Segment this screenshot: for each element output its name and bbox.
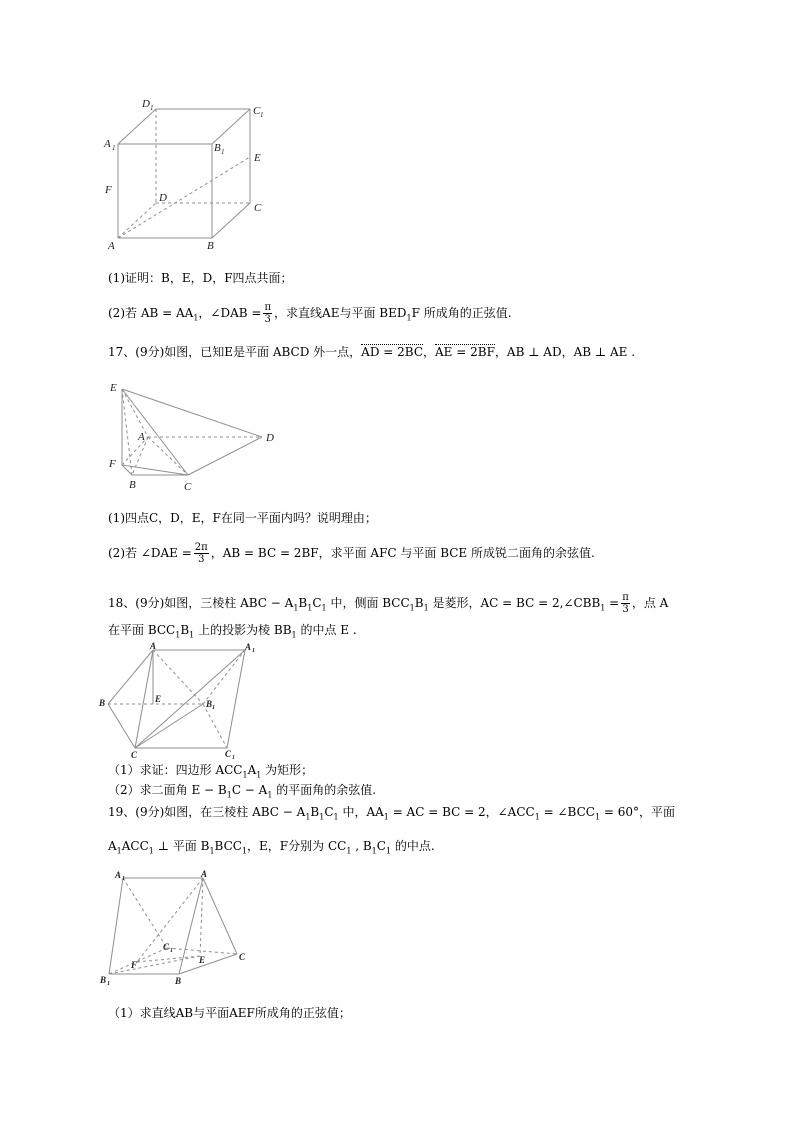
label-F: F: [105, 184, 112, 196]
label-B: B: [129, 479, 136, 491]
q17-part2: (2)若 ∠DAE = $\frac{2\pi}{3}$ ，AB = BC = 2BF，求平面 AFC 与平面 BCE 所成锐二面角的余弦值.: [108, 542, 595, 565]
svg-text:1: 1: [150, 104, 154, 112]
label-D1: D: [142, 98, 150, 110]
label-A1: A: [104, 138, 111, 150]
q19-part1: （1）求直线AB与平面AEF所成角的正弦值；: [108, 1006, 351, 1020]
q19-stem-line2: $A_1ACC_1$ ⊥ 平面 $B_1BCC_1$，E，F分别为 $CC_1$ , $B_1C_1$ 的中点.: [108, 839, 435, 856]
prism-figure-q19: [95, 870, 255, 985]
label-A1: A: [245, 642, 252, 652]
svg-text:1: 1: [112, 144, 116, 152]
label-E: E: [199, 955, 206, 965]
cube-figure: [100, 95, 280, 255]
label-B: B: [175, 976, 182, 986]
label-D: D: [266, 432, 274, 444]
label-E: E: [110, 382, 117, 394]
pyramid-figure-q17: [100, 375, 300, 500]
label-C1: C: [163, 942, 170, 952]
fraction-pi-3: $\frac{\pi}{3}$: [264, 302, 272, 325]
svg-text:1: 1: [122, 876, 125, 882]
q17-part1: (1)四点C，D，E，F在同一平面内吗？说明理由；: [108, 511, 377, 525]
label-A: A: [108, 240, 115, 252]
q18-stem-line2: 在平面 $BCC_1B_1$ 上的投影为棱 $BB_1$ 的中点 E .: [108, 623, 357, 640]
svg-text:1: 1: [170, 948, 173, 954]
svg-text:1: 1: [260, 111, 264, 119]
label-C1: C: [253, 105, 261, 117]
vector-eq-ae-bf: AE = 2BF: [435, 345, 495, 359]
label-E: E: [155, 694, 162, 704]
fraction-pi-3-q18: $\frac{\pi}{3}$: [622, 592, 629, 615]
label-F: F: [109, 458, 116, 470]
label-A: A: [201, 869, 208, 879]
q17-stem: 17、(9分)如图，已知E是平面 ABCD 外一点，AD = 2BC，AE = 2BF，AB ⊥ AD，AB ⊥ AE .: [108, 345, 636, 359]
label-B: B: [99, 698, 106, 708]
q19-stem-line1: 19、(9分)如图，在三棱柱 ABC − $A_1B_1C_1$ 中，$AA_1$ = AC = BC = 2，$\angle ACC_1$ = $\angle BCC_1 = 60^\circ$，平面: [108, 805, 676, 822]
vector-eq-ad-bc: AD = 2BC: [361, 345, 423, 359]
label-C: C: [184, 481, 192, 493]
label-C1: C: [225, 749, 232, 759]
q18-stem-line1: 18、(9分)如图，三棱柱 ABC − $A_1B_1C_1$ 中，侧面 $BCC_1B_1$ 是菱形，AC = BC = $2,\angle CBB_1$ = $\frac{\pi}{3}$ ，点 A: [108, 592, 669, 615]
q18-part2: （2）求二面角 $E - B_1C - A_1$ 的平面角的余弦值.: [108, 783, 377, 800]
label-F: F: [131, 960, 138, 970]
svg-text:1: 1: [212, 705, 215, 711]
q18-part1: （1）求证：四边形 $ACC_1A_1$ 为矩形；: [108, 763, 314, 780]
q16-part1: (1)证明：B，E，D，F四点共面；: [108, 271, 293, 285]
label-C: C: [131, 750, 138, 760]
label-B1: B: [214, 142, 221, 154]
label-E: E: [254, 152, 261, 164]
label-B: B: [207, 240, 214, 252]
label-B1: B: [100, 975, 107, 985]
svg-text:1: 1: [107, 981, 110, 987]
label-A: A: [138, 431, 145, 443]
fraction-2pi-3: $\frac{2\pi}{3}$: [194, 542, 208, 565]
q16-part2: (2)若 AB = $AA_1$，∠DAB = $\frac{\pi}{3}$ ，求直线AE与平面 $BED_1F$ 所成角的正弦值.: [108, 302, 512, 325]
svg-text:1: 1: [232, 755, 235, 761]
label-C: C: [254, 202, 262, 214]
label-B1: B: [206, 699, 213, 709]
label-C: C: [239, 952, 246, 962]
label-A1: A: [115, 870, 122, 880]
label-A: A: [150, 641, 157, 651]
prism-figure-q18: [95, 640, 270, 760]
svg-text:1: 1: [252, 648, 255, 654]
svg-text:1: 1: [221, 148, 225, 156]
label-D: D: [159, 192, 167, 204]
